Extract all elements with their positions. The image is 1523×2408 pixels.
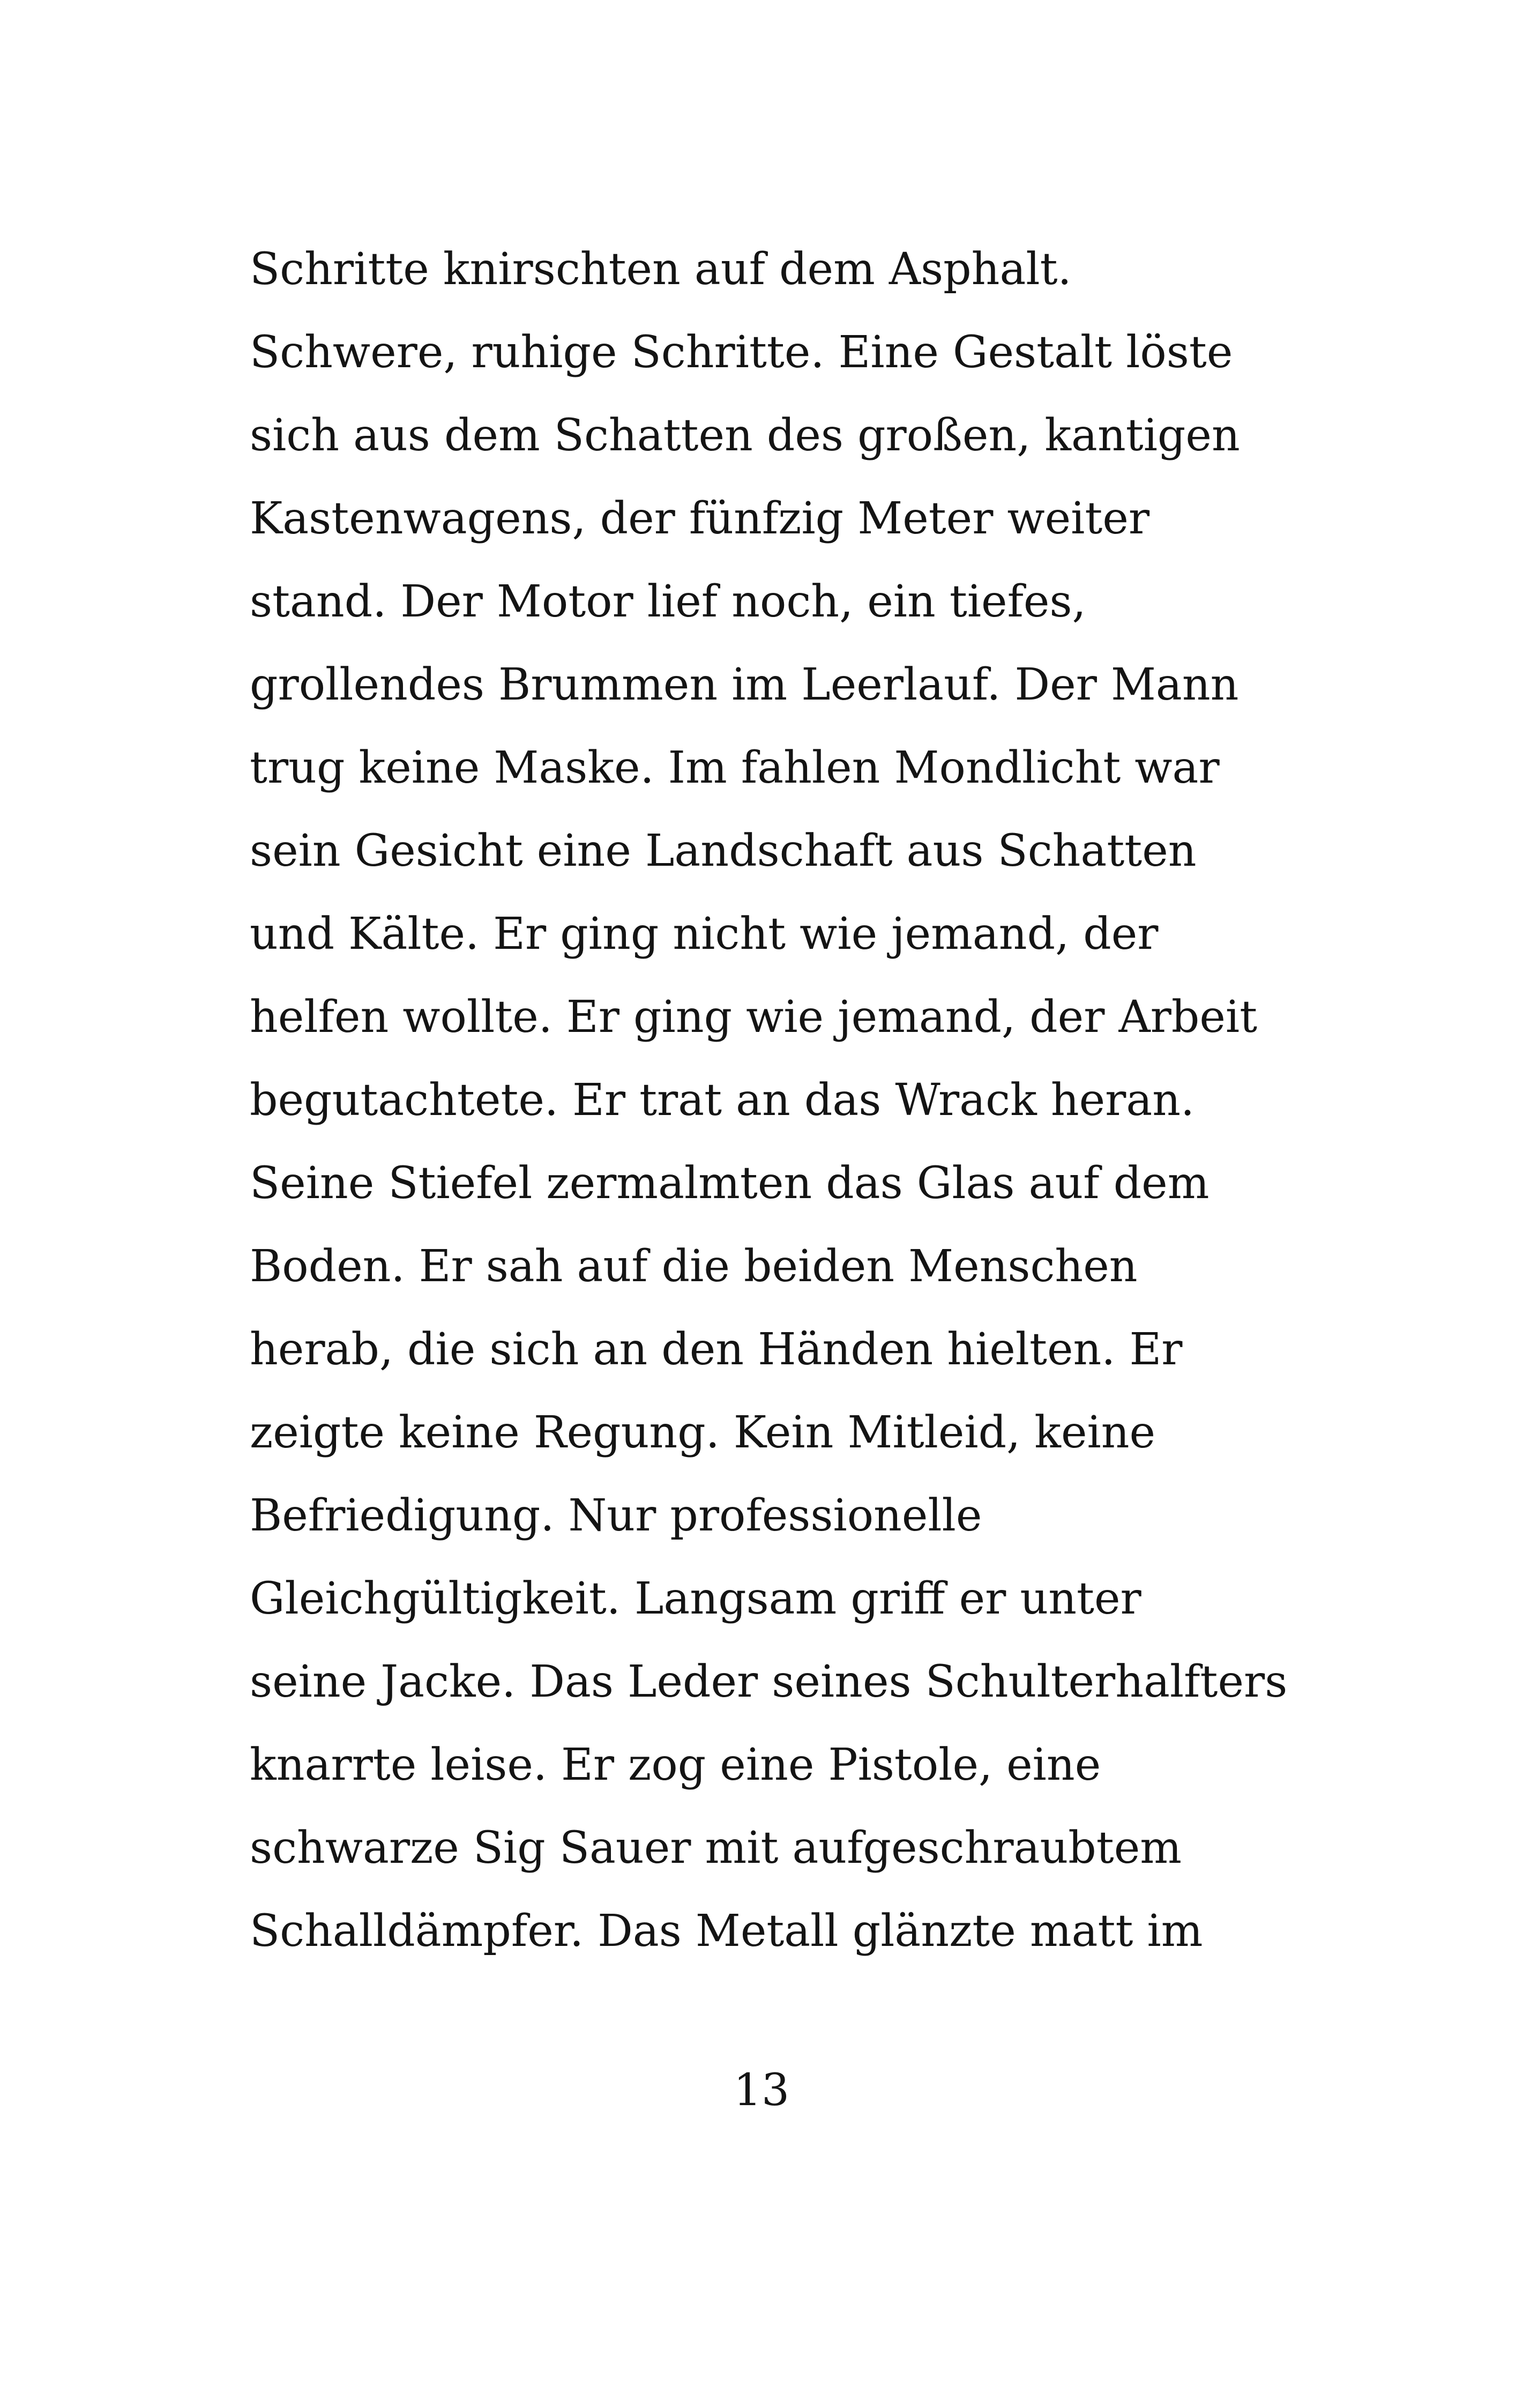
text-line: helfen wollte. Er ging wie jemand, der Arbeit (250, 992, 1258, 1043)
page-number: 13 (733, 2065, 790, 2116)
text-line: knarrte leise. Er zog eine Pistole, eine (250, 1740, 1101, 1790)
text-line: Schwere, ruhige Schritte. Eine Gestalt löste (250, 327, 1233, 378)
text-line: und Kälte. Er ging nicht wie jemand, der (250, 909, 1159, 960)
text-line: stand. Der Motor lief noch, ein tiefes, (250, 576, 1086, 627)
text-line: grollendes Brummen im Leerlauf. Der Mann (250, 659, 1239, 710)
text-line: Kastenwagens, der fünfzig Meter weiter (250, 493, 1150, 544)
text-line: sich aus dem Schatten des großen, kantigen (250, 410, 1240, 461)
text-line: begutachtete. Er trat an das Wrack heran. (250, 1075, 1195, 1126)
text-line: Gleichgültigkeit. Langsam griff er unter (250, 1573, 1141, 1624)
text-line: zeigte keine Regung. Kein Mitleid, keine (250, 1407, 1156, 1458)
text-line: Schritte knirschten auf dem Asphalt. (250, 244, 1072, 295)
text-line: schwarze Sig Sauer mit aufgeschraubtem (250, 1823, 1182, 1874)
text-line: trug keine Maske. Im fahlen Mondlicht war (250, 742, 1220, 793)
text-line: Seine Stiefel zermalmten das Glas auf dem (250, 1158, 1210, 1209)
body-text (250, 228, 1429, 1973)
text-line: herab, die sich an den Händen hielten. Er (250, 1324, 1183, 1375)
text-line: Schalldämpfer. Das Metall glänzte matt im (250, 1906, 1203, 1957)
text-line: sein Gesicht eine Landschaft aus Schatten (250, 826, 1197, 876)
text-line: seine Jacke. Das Leder seines Schulterhalfters (250, 1656, 1288, 1707)
text-line: Befriedigung. Nur professionelle (250, 1490, 982, 1541)
text-line: Boden. Er sah auf die beiden Menschen (250, 1241, 1138, 1292)
